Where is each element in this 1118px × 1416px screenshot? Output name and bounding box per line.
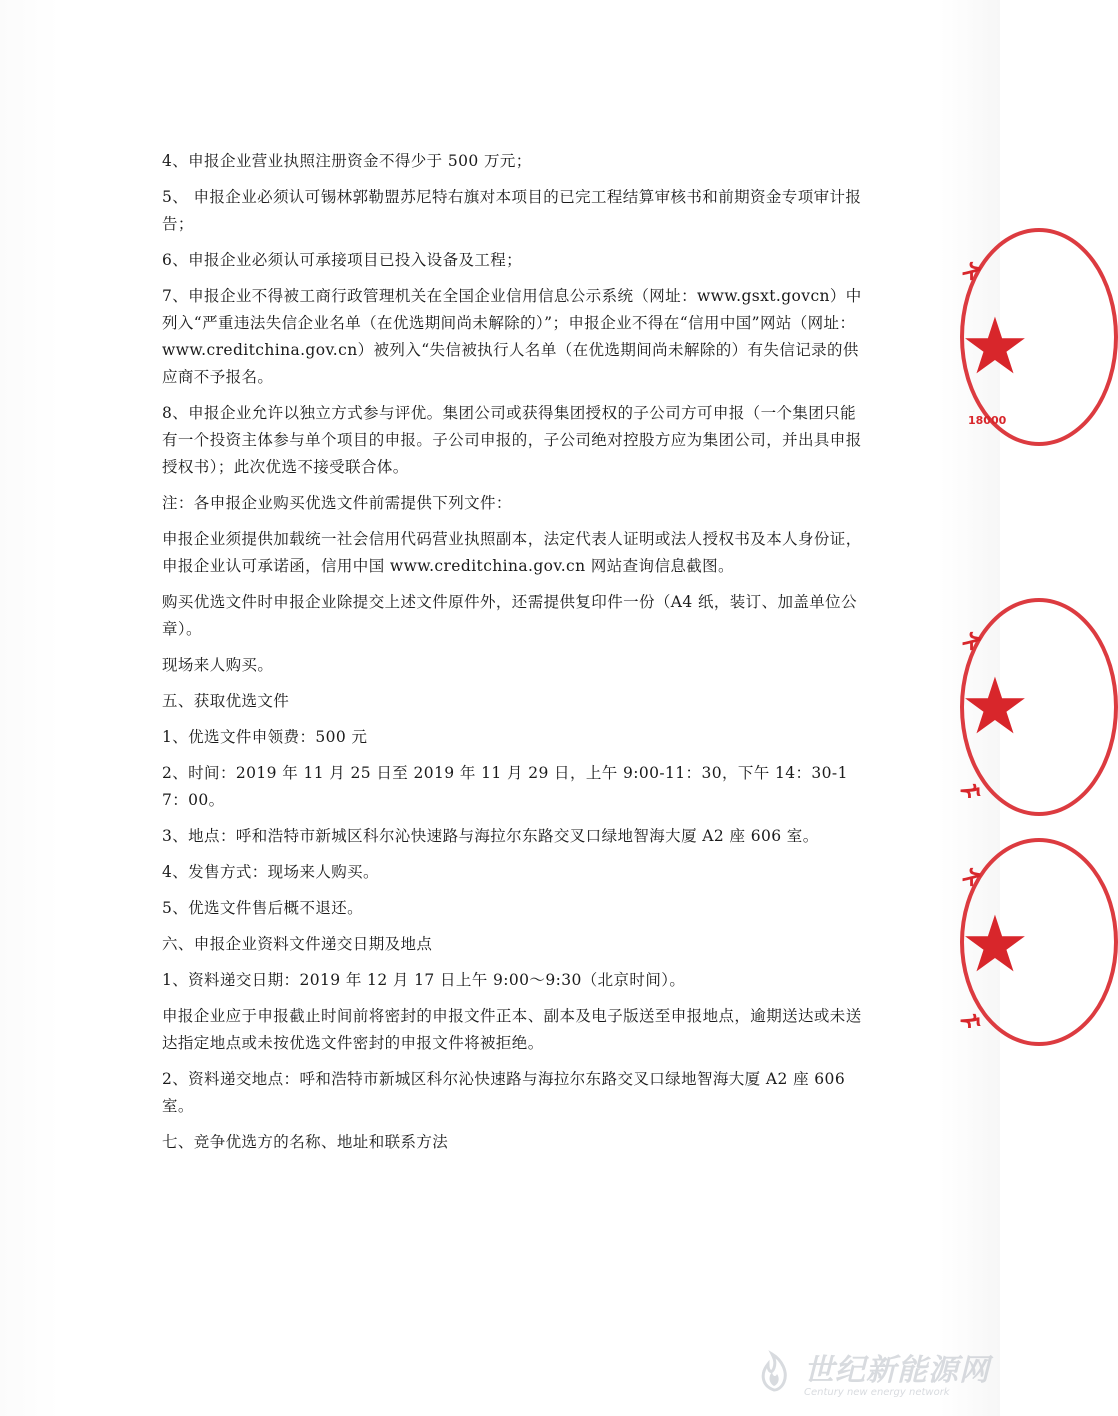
watermark-title: 世纪新能源网 xyxy=(804,1353,990,1388)
site-watermark xyxy=(752,1345,990,1398)
paragraph-12: 2、时间：2019 年 11 月 25 日至 2019 年 11 月 29 日，上午 9:00-11：30，下午 14：30-17：00。 xyxy=(162,764,848,809)
paragraph-5: 8、申报企业允许以独立方式参与评优。集团公司或获得集团授权的子公司方可申报（一个集团只能有一个投资主体参与单个项目的申报。子公司申报的，子公司绝对控股方应为集团公司，并出具申报授权书）；此次优选不接受联合体。 xyxy=(162,404,862,476)
section-heading-7: 七、竞争优选方的名称、地址和联系方法 xyxy=(162,1133,449,1151)
seal-stamp-top xyxy=(953,228,1030,458)
paragraph-1: 4、申报企业营业执照注册资金不得少于 500 万元； xyxy=(162,152,532,170)
seal-script-glyph: ᠰ xyxy=(953,261,984,281)
paragraph-14: 4、发售方式：现场来人购买。 xyxy=(162,863,379,881)
flame-logo-icon xyxy=(752,1350,796,1394)
paragraph-19: 2、资料递交地点：呼和浩特市新城区科尔沁快速路与海拉尔东路交叉口绿地智海大厦 A2 座 606 室。 xyxy=(162,1070,846,1115)
seal-stamp-middle xyxy=(951,598,1030,828)
section-heading-5: 五、获取优选文件 xyxy=(162,692,290,710)
section-heading-6: 六、申报企业资料文件递交日期及地点 xyxy=(162,935,433,953)
paragraph-2: 5、 申报企业必须认可锡林郭勒盟苏尼特右旗对本项目的已完工程结算审核书和前期资金专项审计报告； xyxy=(162,188,862,233)
seal-number: 18000 xyxy=(968,414,1007,427)
paragraph-4: 7、申报企业不得被工商行政管理机关在全国企业信用信息公示系统（网址：www.gsxt.govcn）中列入“严重违法失信企业名单（在优选期间尚未解除的）”；申报企业不得在“信用中国”网站（网址：www.creditchina.gov.cn）被列入“失信被执行人名单（在优选期间尚未解除的）有失信记录的供应商不予报名。 xyxy=(162,287,862,386)
document-body xyxy=(162,148,862,1165)
paragraph-17: 1、资料递交日期：2019 年 12 月 17 日上午 9:00～9:30（北京时间）。 xyxy=(162,971,686,989)
paragraph-7: 申报企业须提供加载统一社会信用代码营业执照副本，法定代表人证明或法人授权书及本人身份证，申报企业认可承诺函，信用中国 www.creditchina.gov.cn 网站查询信息截图。 xyxy=(162,530,862,575)
paragraph-18: 申报企业应于申报截止时间前将密封的申报文件正本、副本及电子版送至申报地点，逾期送达或未送达指定地点或未按优选文件密封的申报文件将被拒绝。 xyxy=(162,1007,862,1052)
paragraph-13: 3、地点：呼和浩特市新城区科尔沁快速路与海拉尔东路交叉口绿地智海大厦 A2 座 606 室。 xyxy=(162,827,819,845)
seal-script-glyph: ᠮ xyxy=(951,783,982,799)
paragraph-3: 6、申报企业必须认可承接项目已投入设备及工程； xyxy=(162,251,523,269)
seal-script-glyph: ᠰ xyxy=(953,631,984,651)
paragraph-6: 注：各申报企业购买优选文件前需提供下列文件： xyxy=(162,494,512,512)
seal-stamp-bottom xyxy=(951,838,1030,1048)
seal-star-icon: ★ xyxy=(960,302,1030,392)
paragraph-11: 1、优选文件申领费：500 元 xyxy=(162,728,368,746)
seal-star-icon: ★ xyxy=(960,662,1030,752)
paragraph-15: 5、优选文件售后概不退还。 xyxy=(162,899,364,917)
seal-script-glyph: ᠮ xyxy=(951,1013,982,1029)
seal-star-icon: ★ xyxy=(960,900,1030,990)
seal-script-glyph: ᠰ xyxy=(953,867,984,887)
watermark-subtitle: Century new energy network xyxy=(804,1387,950,1398)
paragraph-8: 购买优选文件时申报企业除提交上述文件原件外，还需提供复印件一份（A4 纸，装订、加盖单位公章）。 xyxy=(162,593,857,638)
paragraph-9: 现场来人购买。 xyxy=(162,656,274,674)
